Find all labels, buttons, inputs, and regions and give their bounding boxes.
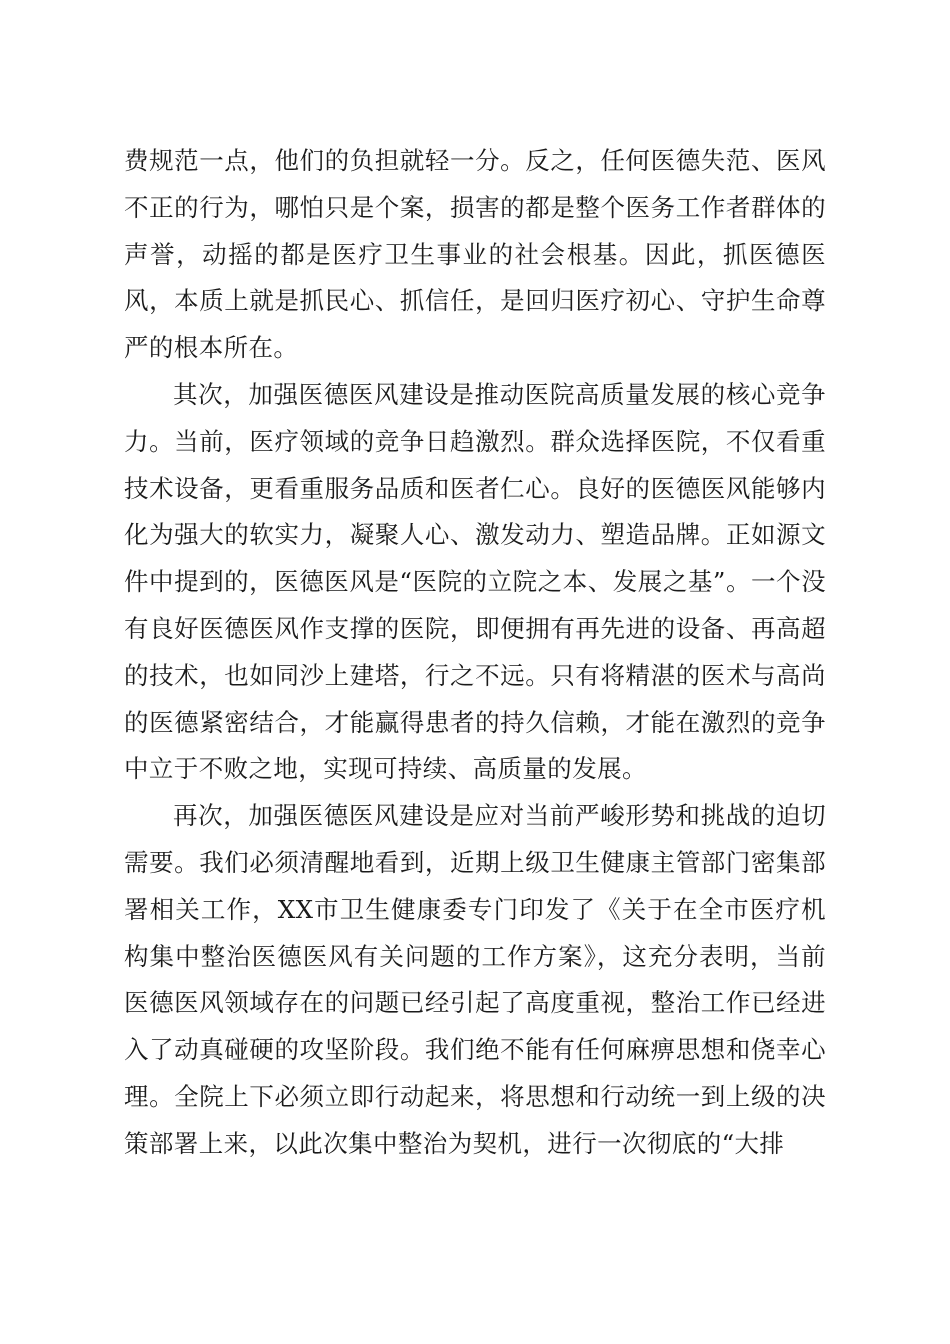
paragraph-third-point: 再次，加强医德医风建设是应对当前严峻形势和挑战的迫切需要。我们必须清醒地看到，近期上级卫生健康主管部门密集部署相关工作，XX市卫生健康委专门印发了《关于在全市医疗机构集中整治医德医风有关问题的工作方案》，这充分表明，当前医德医风领域存在的问题已经引起了高度重视，整治工作已经进入了动真碰硬的攻坚阶段。我们绝不能有任何麻痹思想和侥幸心理。全院上下必须立即行动起来，将思想和行动统一到上级的决策部署上来，以此次集中整治为契机，进行一次彻底的“大排 [124,801,826,1158]
paragraph-second-point: 其次，加强医德医风建设是推动医院高质量发展的核心竞争力。当前，医疗领域的竞争日趋激烈。群众选择医院，不仅看重技术设备，更看重服务品质和医者仁心。良好的医德医风能够内化为强大的软实力，凝聚人心、激发动力、塑造品牌。正如源文件中提到的，医德医风是“医院的立院之本、发展之基”。一个没有良好医德医风作支撑的医院，即便拥有再先进的设备、再高超的技术，也如同沙上建塔，行之不远。只有将精湛的医术与高尚的医德紧密结合，才能赢得患者的持久信赖，才能在激烈的竞争中立于不败之地，实现可持续、高质量的发展。 [124,379,826,784]
body-text [124,138,826,1168]
paragraph-continuation: 费规范一点，他们的负担就轻一分。反之，任何医德失范、医风不正的行为，哪怕只是个案，损害的都是整个医务工作者群体的声誉，动摇的都是医疗卫生事业的社会根基。因此，抓医德医风，本质上就是抓民心、抓信任，是回归医疗初心、守护生命尊严的根本所在。 [124,146,826,363]
